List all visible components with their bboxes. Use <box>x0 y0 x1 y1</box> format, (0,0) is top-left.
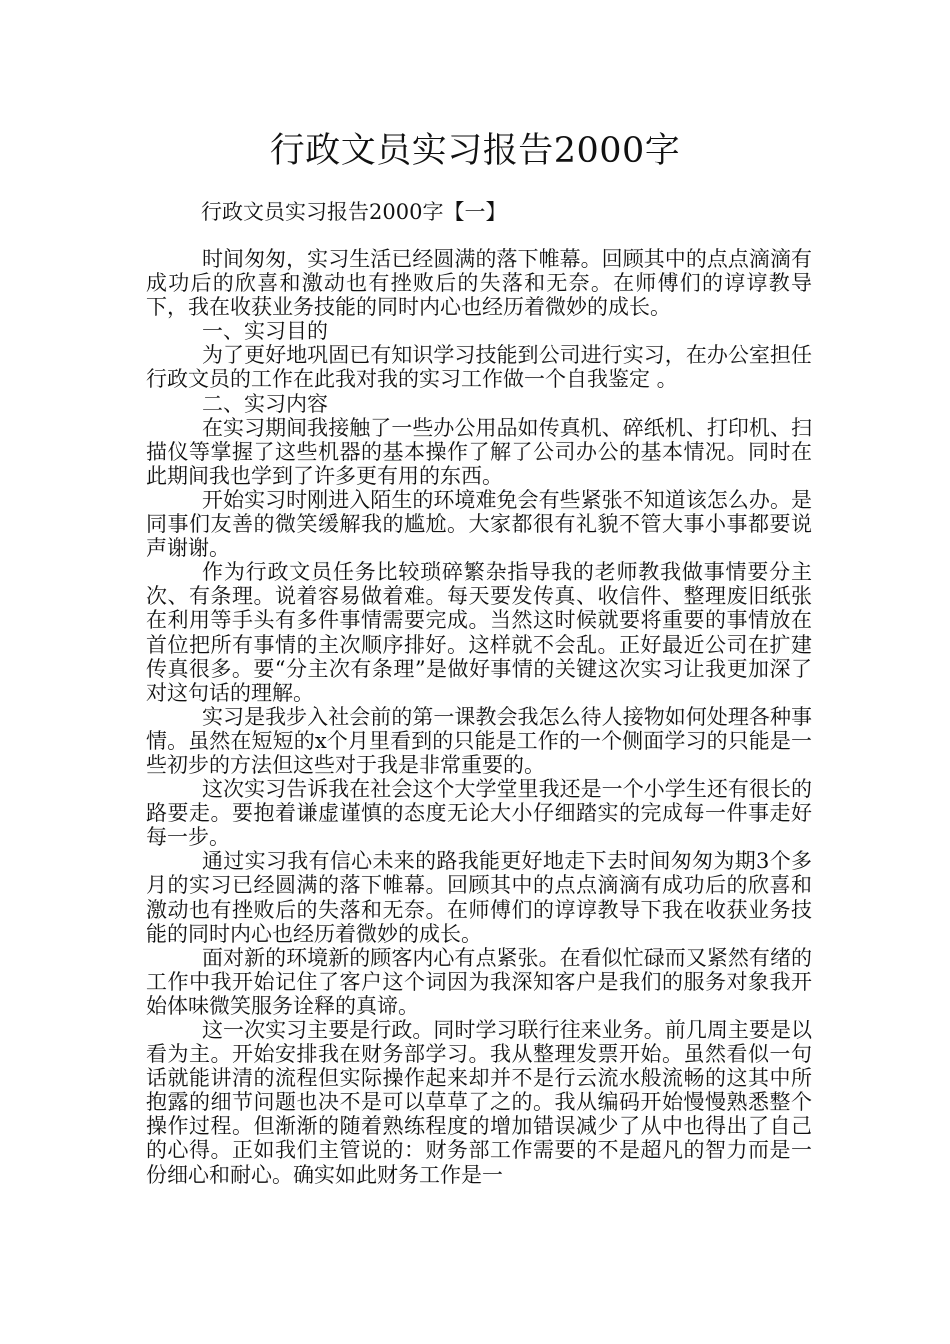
paragraph-purpose: 为了更好地巩固已有知识学习技能到公司进行实习，在办公室担任行政文员的工作在此我对我的实习工作做一个自我鉴定 。 <box>146 343 812 392</box>
section-heading-purpose: 一、实习目的 <box>202 319 328 344</box>
paragraph-customers: 面对新的环境新的顾客内心有点紧张。在看似忙碌而又紧然有绪的工作中我开始记住了客户这个词因为我深知客户是我们的服务对象我开始体味微笑服务诠释的真谛。 <box>146 945 812 1018</box>
paragraph-long-road: 这次实习告诉我在社会这个大学堂里我还是一个小学生还有很长的路要走。要抱着谦虚谨慎的态度无论大小仔细踏实的完成每一件事走好每一步。 <box>146 777 812 850</box>
paragraph-confidence: 通过实习我有信心未来的路我能更好地走下去时间匆匆为期3个多月的实习已经圆满的落下帷幕。回顾其中的点点滴滴有成功后的欣喜和激动也有挫败后的失落和无奈。在师傅们的谆谆教导下我在收获业务技能的同时内心也经历着微妙的成长。 <box>146 849 812 946</box>
document-body <box>146 247 812 1187</box>
paragraph-finance-work: 这一次实习主要是行政。同时学习联行往来业务。前几周主要是以看为主。开始安排我在财务部学习。我从整理发票开始。虽然看似一句话就能讲清的流程但实际操作起来却并不是行云流水般流畅的这其中所抱露的细节问题也决不是可以草草了之的。我从编码开始慢慢熟悉整个操作过程。但渐渐的随着熟练程度的增加错误减少了从中也得出了自己的心得。正如我们主管说的：财务部工作需要的不是超凡的智力而是一份细心和耐心。确实如此财务工作是一 <box>146 1018 812 1187</box>
paragraph-intro: 时间匆匆，实习生活已经圆满的落下帷幕。回顾其中的点点滴滴有成功后的欣喜和激动也有挫败后的失落和无奈。在师傅们的谆谆教导下，我在收获业务技能的同时内心也经历着微妙的成长。 <box>146 247 812 320</box>
document-title: 行政文员实习报告2000字 <box>269 131 681 171</box>
document-subtitle: 行政文员实习报告2000字【一】 <box>201 200 507 224</box>
section-heading-content: 二、实习内容 <box>202 391 328 416</box>
paragraph-first-lesson: 实习是我步入社会前的第一课教会我怎么待人接物如何处理各种事情。虽然在短短的x个月里看到的只能是工作的一个侧面学习的只能是一些初步的方法但这些对于我是非常重要的。 <box>146 704 812 777</box>
paragraph-priorities: 作为行政文员任务比较琐碎繁杂指导我的老师教我做事情要分主次、有条理。说着容易做着难。每天要发传真、收信件、整理废旧纸张在利用等手头有多件事情需要完成。当然这时候就要将重要的事情放在首位把所有事情的主次顺序排好。这样就不会乱。正好最近公司在扩建传真很多。要“分主次有条理”是做好事情的关键这次实习让我更加深了对这句话的理解。 <box>146 560 812 705</box>
paragraph-new-environment: 开始实习时刚进入陌生的环境难免会有些紧张不知道该怎么办。是同事们友善的微笑缓解我的尴尬。大家都很有礼貌不管大事小事都要说声谢谢。 <box>146 487 812 561</box>
paragraph-office-equipment: 在实习期间我接触了一些办公用品如传真机、碎纸机、打印机、扫描仪等掌握了这些机器的基本操作了解了公司办公的基本情况。同时在此期间我也学到了许多更有用的东西。 <box>146 415 812 488</box>
